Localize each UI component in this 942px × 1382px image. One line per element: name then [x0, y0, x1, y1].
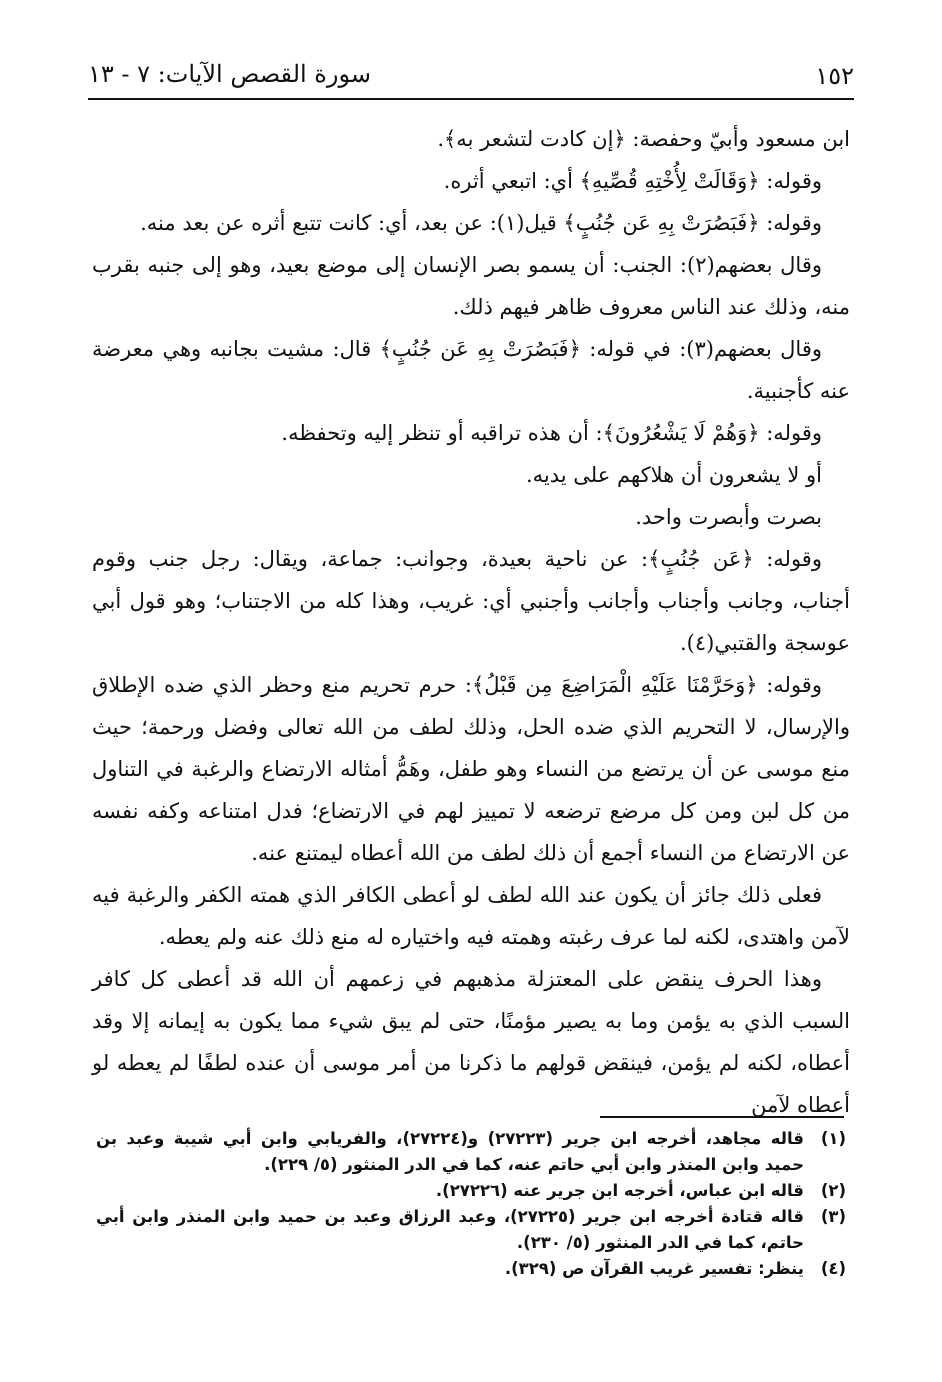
footnote: [96, 1256, 846, 1282]
header-rule: [88, 98, 854, 100]
running-title: سورة القصص الآيات: ٧ - ١٣: [88, 60, 371, 88]
paragraph: وقال بعضهم(٢): الجنب: أن يسمو بصر الإنسان إلى موضع بعيد، وهو إلى جنبه بقرب منه، وذلك عند الناس معروف ظاهر فيهم ذلك.: [92, 253, 850, 319]
paragraph: فعلى ذلك جائز أن يكون عند الله لطف لو أعطى الكافر الذي همته الكفر والرغبة فيه لآمن واهتدى، لكنه لما عرف رغبته وهمته فيه واختياره له منع ذلك عنه ولم يعطه.: [92, 883, 850, 949]
footnote-mark: (٢): [820, 1181, 846, 1200]
body-text: [92, 118, 850, 1126]
footnotes: [96, 1126, 846, 1282]
footnote-text: قاله ابن عباس، أخرجه ابن جرير عنه (٢٧٢٢٦).: [435, 1181, 804, 1200]
footnote: [96, 1178, 846, 1204]
paragraph: ابن مسعود وأبيّ وحفصة: ﴿إن كادت لتشعر به﴾.: [437, 127, 850, 151]
paragraph: وهذا الحرف ينقض على المعتزلة مذهبهم في زعمهم أن الله قد أعطى كل كافر السبب الذي به يؤمن وما به يصير مؤمنًا، حتى لم يبق شيء مما يكون به إيمانه إلا وقد أعطاه، لكنه لم يؤمن، فينقض قولهم ما ذكرنا من أمر موسى أن عنده لطفًا لم يعطه لو أعطاه لآمن: [92, 967, 850, 1117]
paragraph: بصرت وأبصرت واحد.: [635, 505, 822, 529]
paragraph: وقوله: ﴿وَقَالَتْ لِأُخْتِهِ قُصِّيهِ﴾ أي: اتبعي أثره.: [443, 169, 822, 193]
footnote-text: ينظر: تفسير غريب القرآن ص (٣٢٩).: [504, 1259, 804, 1278]
paragraph: أو لا يشعرون أن هلاكهم على يديه.: [525, 463, 822, 487]
page-number: ١٥٢: [815, 62, 854, 90]
paragraph: وقوله: ﴿فَبَصُرَتْ بِهِ عَن جُنُبٍ﴾ قيل(١): عن بعد، أي: كانت تتبع أثره عن بعد منه.: [140, 211, 822, 235]
footnote-text: قاله قتادة أخرجه ابن جرير (٢٧٢٢٥)، وعبد الرزاق وعبد بن حميد وابن المنذر وابن أبي حاتم، كما في الدر المنثور (٥/ ٢٣٠).: [96, 1207, 804, 1252]
footnote-mark: (١): [820, 1129, 846, 1148]
footnote-mark: (٤): [820, 1259, 846, 1278]
footnote: [96, 1204, 846, 1256]
footnote-mark: (٣): [820, 1207, 846, 1226]
page-header: [88, 52, 854, 96]
paragraph: وقوله: ﴿وَحَرَّمْنَا عَلَيْهِ الْمَرَاضِعَ مِن قَبْلُ﴾: حرم تحريم منع وحظر الذي ضده الإطلاق والإرسال، لا التحريم الذي ضده الحل، وذلك لطف من الله تعالى وفضل ورحمة؛ حيث منع موسى عن أن يرتضع من النساء وهو طفل، وهَمُّ أمثاله الارتضاع والرغبة في التناول من كل لبن ومن كل مرضع ترضعه لا تمييز لهم في الارتضاع؛ فدل امتناعه وكفه نفسه عن الارتضاع من النساء أجمع أن ذلك لطف من الله أعطاه ليمتنع عنه.: [92, 673, 850, 865]
paragraph: وقال بعضهم(٣): في قوله: ﴿فَبَصُرَتْ بِهِ عَن جُنُبٍ﴾ قال: مشيت بجانبه وهي معرضة عنه كأجنبية.: [92, 337, 850, 403]
footnote-text: قاله مجاهد، أخرجه ابن جرير (٢٧٢٢٣) و(٢٧٢٢٤)، والفريابي وابن أبي شيبة وعبد بن حميد وابن المنذر وابن أبي حاتم عنه، كما في الدر المنثور (٥/ ٢٢٩).: [96, 1129, 804, 1174]
footnote-rule: [600, 1116, 844, 1118]
paragraph: وقوله: ﴿وَهُمْ لَا يَشْعُرُونَ﴾: أن هذه تراقبه أو تنظر إليه وتحفظه.: [281, 421, 822, 445]
footnote: [96, 1126, 846, 1178]
paragraph: وقوله: ﴿عَن جُنُبٍ﴾: عن ناحية بعيدة، وجوانب: جماعة، ويقال: رجل جنب وقوم أجناب، وجانب وأجناب وأجانب وأجنبي أي: غريب، وهذا كله من الاجتناب؛ وهو قول أبي عوسجة والقتبي(٤).: [92, 547, 850, 655]
